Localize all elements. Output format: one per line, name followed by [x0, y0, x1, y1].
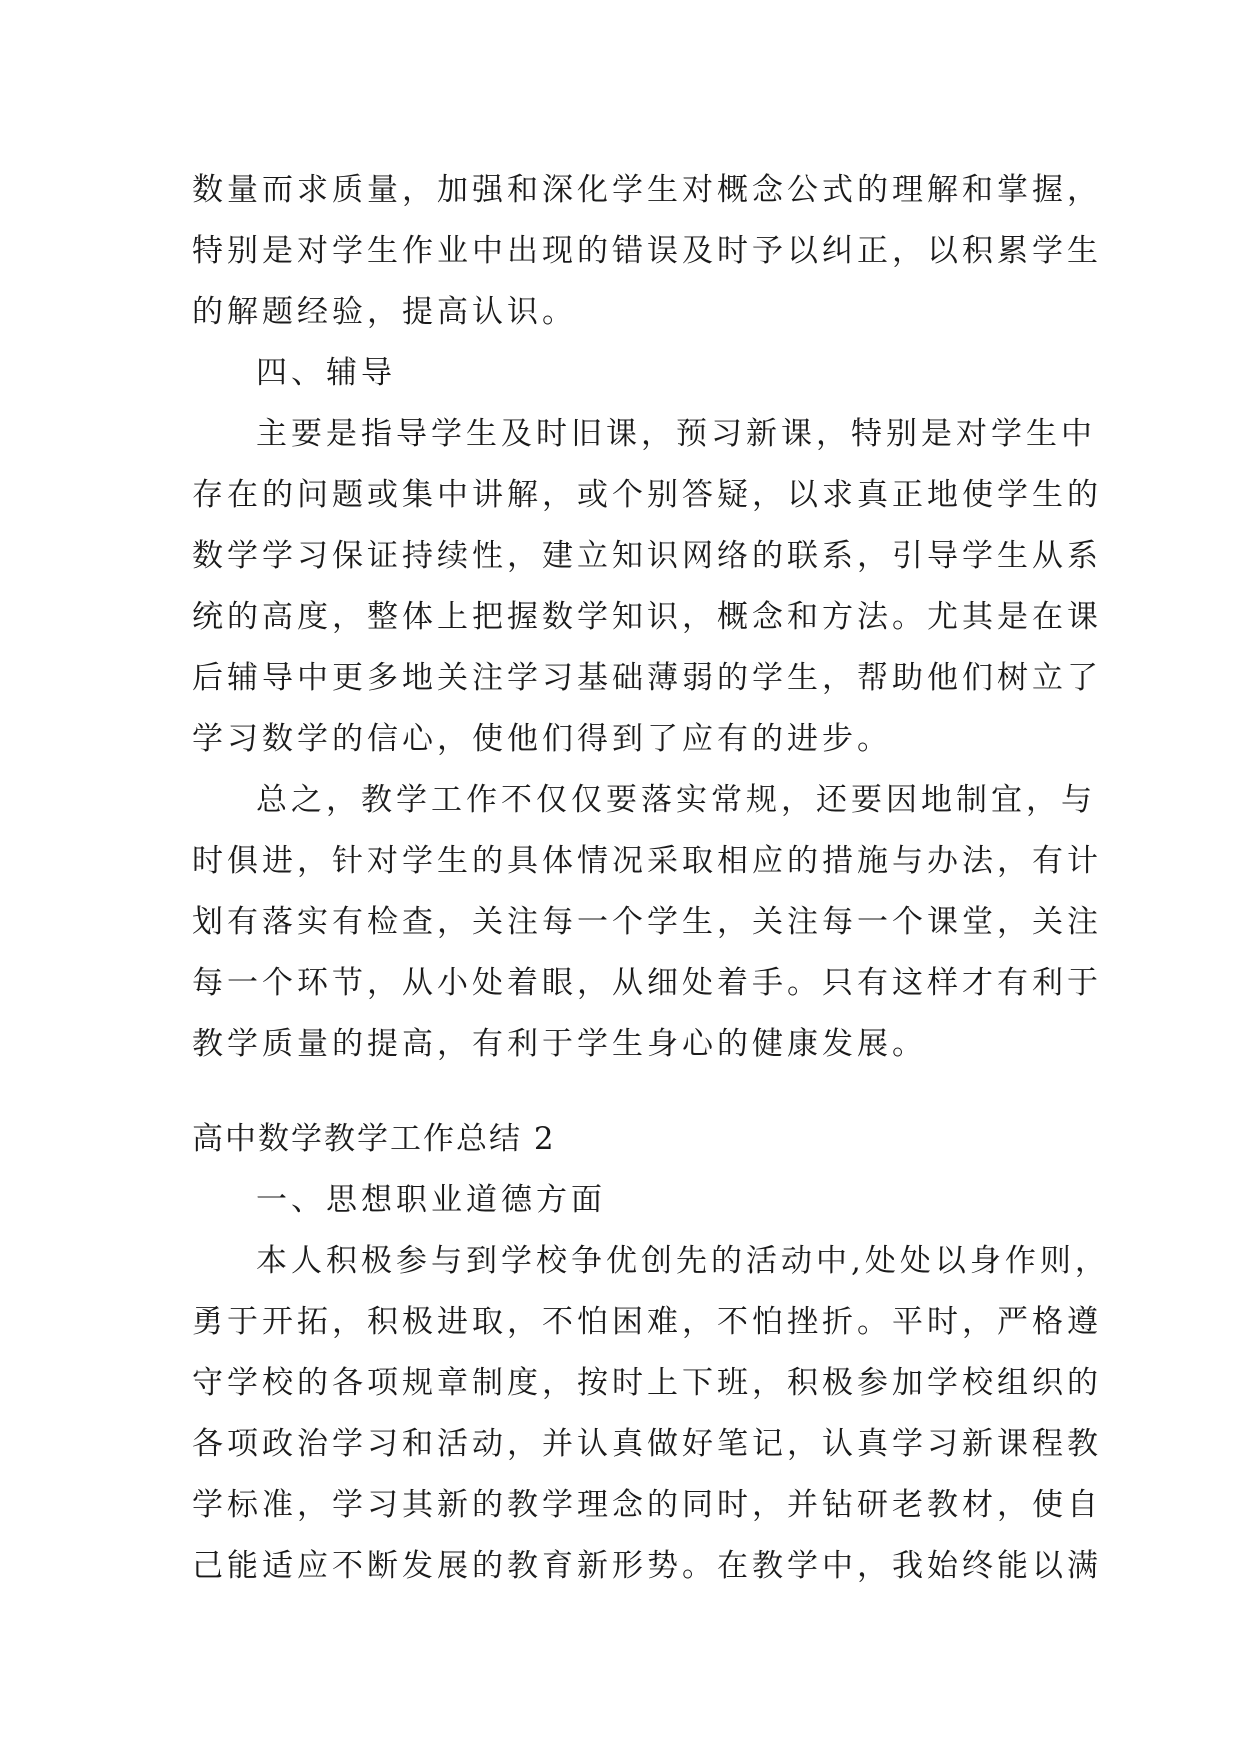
- paragraph-line: 本人积极参与到学校争优创先的活动中,处处以身作则，: [256, 1243, 1110, 1279]
- paragraph-line: 每一个环节，从小处着眼，从细处着手。只有这样才有利于: [192, 965, 1102, 1001]
- paragraph-line: 各项政治学习和活动，并认真做好笔记，认真学习新课程教: [192, 1426, 1102, 1462]
- paragraph-line: 己能适应不断发展的教育新形势。在教学中，我始终能以满: [192, 1548, 1102, 1584]
- paragraph-line: 守学校的各项规章制度，按时上下班，积极参加学校组织的: [192, 1365, 1102, 1401]
- paragraph-line: 划有落实有检查，关注每一个学生，关注每一个课堂，关注: [192, 904, 1102, 940]
- paragraph-line: 统的高度，整体上把握数学知识，概念和方法。尤其是在课: [192, 599, 1102, 635]
- paragraph-line: 教学质量的提高，有利于学生身心的健康发展。: [192, 1026, 927, 1062]
- paragraph-line: 存在的问题或集中讲解，或个别答疑，以求真正地使学生的: [192, 477, 1102, 513]
- paragraph-line: 特别是对学生作业中出现的错误及时予以纠正，以积累学生: [192, 233, 1102, 269]
- paragraph-line: 数学学习保证持续性，建立知识网络的联系，引导学生从系: [192, 538, 1102, 574]
- paragraph-line: 学习数学的信心，使他们得到了应有的进步。: [192, 721, 892, 757]
- paragraph-line: 后辅导中更多地关注学习基础薄弱的学生，帮助他们树立了: [192, 660, 1102, 696]
- section-heading-fudao: 四、辅导: [256, 355, 396, 391]
- paragraph-line: 的解题经验，提高认识。: [192, 294, 577, 330]
- paragraph-line: 总之，教学工作不仅仅要落实常规，还要因地制宜，与: [256, 782, 1096, 818]
- paragraph-line: 数量而求质量，加强和深化学生对概念公式的理解和掌握，: [192, 172, 1102, 208]
- paragraph-line: 勇于开拓，积极进取，不怕困难，不怕挫折。平时，严格遵: [192, 1304, 1102, 1340]
- section-heading-ethics: 一、思想职业道德方面: [256, 1182, 606, 1218]
- paragraph-line: 时俱进，针对学生的具体情况采取相应的措施与办法，有计: [192, 843, 1102, 879]
- section-spacer: [192, 1075, 1067, 1109]
- document-title: 高中数学教学工作总结 2: [192, 1121, 556, 1157]
- paragraph-line: 主要是指导学生及时旧课，预习新课，特别是对学生中: [256, 416, 1096, 452]
- document-body: [192, 160, 1110, 1597]
- paragraph-line: 学标准，学习其新的教学理念的同时，并钻研老教材，使自: [192, 1487, 1102, 1523]
